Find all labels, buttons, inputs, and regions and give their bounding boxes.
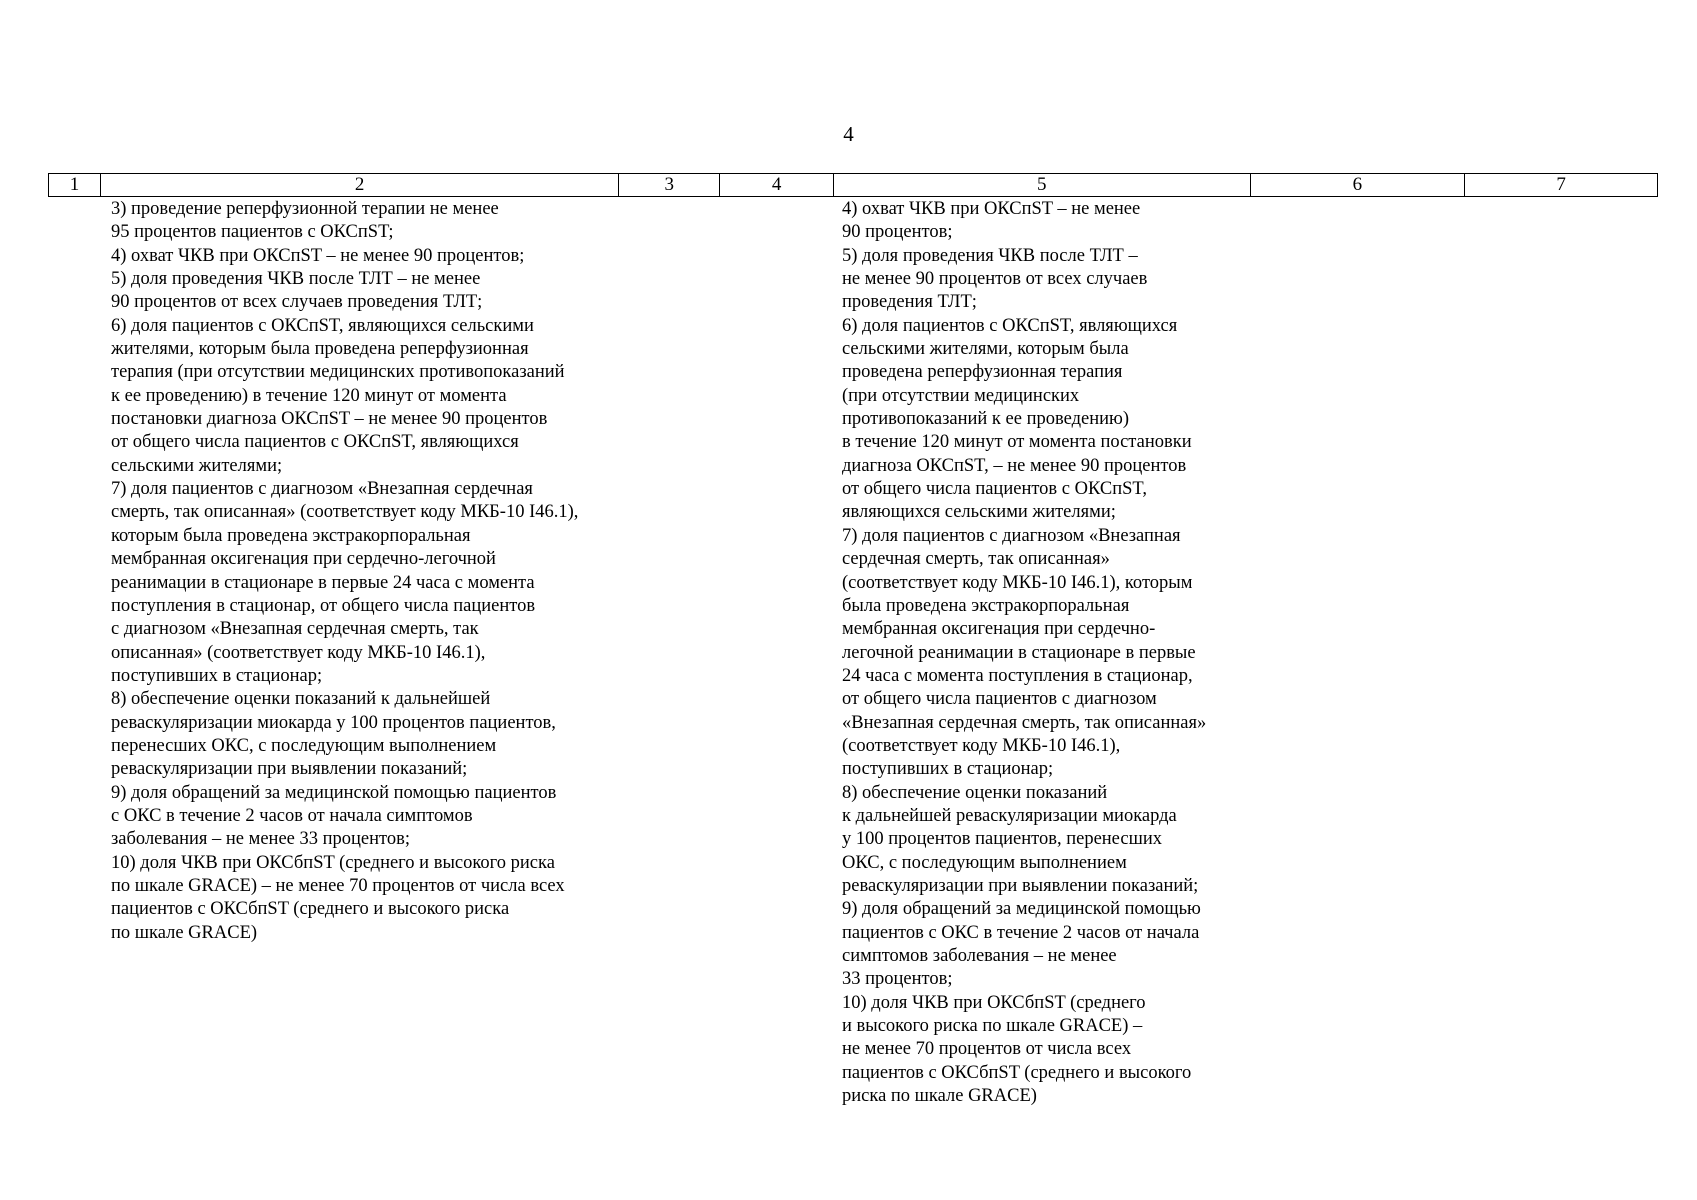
column-2-line: реанимации в стационаре в первые 24 часа с момента xyxy=(111,572,535,593)
column-5-line: пациентов с ОКСбпST (среднего и высокого xyxy=(842,1062,1192,1083)
column-2-line: реваскуляризации миокарда у 100 процентов пациентов, xyxy=(111,712,556,733)
column-5-line: легочной реанимации в стационаре в первые xyxy=(842,642,1196,663)
column-5-line: поступивших в стационар; xyxy=(842,759,1054,780)
column-2-line: по шкале GRACE) xyxy=(111,922,258,943)
column-2-line: сельскими жителями; xyxy=(111,455,283,476)
column-2-line: 10) доля ЧКВ при ОКСбпST (среднего и высокого риска xyxy=(111,852,555,873)
column-5-line: 6) доля пациентов с ОКСпST, являющихся xyxy=(842,315,1178,336)
header-cell-3: 3 xyxy=(619,174,720,196)
column-2-line: с ОКС в течение 2 часов от начала симптомов xyxy=(111,805,473,826)
column-5-line: (при отсутствии медицинских xyxy=(842,385,1080,406)
column-5-line: не менее 90 процентов от всех случаев xyxy=(842,269,1148,290)
column-5-text xyxy=(842,198,1206,1108)
column-2-line: 7) доля пациентов с диагнозом «Внезапная сердечная xyxy=(111,479,533,500)
header-cell-5: 5 xyxy=(834,174,1250,196)
column-2-line: поступления в стационар, от общего числа пациентов xyxy=(111,595,536,616)
header-cell-1: 1 xyxy=(49,174,101,196)
column-5-line: являющихся сельскими жителями; xyxy=(842,502,1116,523)
column-2-line: смерть, так описанная» (соответствует коду МКБ-10 I46.1), xyxy=(111,502,579,523)
column-5-line: не менее 70 процентов от числа всех xyxy=(842,1039,1132,1060)
column-5-line: (соответствует коду МКБ-10 I46.1), xyxy=(842,735,1121,756)
column-2-line: 6) доля пациентов с ОКСпST, являющихся сельскими xyxy=(111,315,534,336)
header-cell-4: 4 xyxy=(720,174,834,196)
column-5-line: 10) доля ЧКВ при ОКСбпST (среднего xyxy=(842,992,1146,1013)
table-header-row xyxy=(48,173,1658,197)
column-2-line: жителями, которым была проведена реперфузионная xyxy=(111,339,529,360)
column-5-line: 5) доля проведения ЧКВ после ТЛТ – xyxy=(842,245,1138,266)
column-5-line: диагноза ОКСпST, – не менее 90 процентов xyxy=(842,455,1187,476)
column-2-line: 8) обеспечение оценки показаний к дальнейшей xyxy=(111,689,491,710)
column-2-line: поступивших в стационар; xyxy=(111,665,323,686)
column-2-line: перенесших ОКС, с последующим выполнением xyxy=(111,735,497,756)
column-5-line: к дальнейшей реваскуляризации миокарда xyxy=(842,805,1177,826)
column-2-line: 5) доля проведения ЧКВ после ТЛТ – не менее xyxy=(111,269,481,290)
column-2-line: 90 процентов от всех случаев проведения ТЛТ; xyxy=(111,292,483,313)
column-5-line: симптомов заболевания – не менее xyxy=(842,946,1117,966)
column-5-line: пациентов с ОКС в течение 2 часов от начала xyxy=(842,922,1200,943)
column-2-line: по шкале GRACE) – не менее 70 процентов от числа всех xyxy=(111,875,565,896)
column-2-line: реваскуляризации при выявлении показаний; xyxy=(111,759,468,780)
column-2-text xyxy=(111,198,578,945)
column-5-line: мембранная оксигенация при сердечно- xyxy=(842,619,1156,640)
column-2-line: описанная» (соответствует коду МКБ-10 I46.1), xyxy=(111,642,486,663)
column-5-line: проведена реперфузионная терапия xyxy=(842,362,1123,383)
column-5-line: 33 процентов; xyxy=(842,969,953,990)
column-2-line: к ее проведению) в течение 120 минут от момента xyxy=(111,385,507,406)
column-5-line: риска по шкале GRACE) xyxy=(842,1086,1037,1107)
column-5-line: 24 часа с момента поступления в стационар, xyxy=(842,665,1193,686)
column-5-line: у 100 процентов пациентов, перенесших xyxy=(842,829,1162,850)
column-5-line: и высокого риска по шкале GRACE) – xyxy=(842,1016,1143,1037)
column-2-line: от общего числа пациентов с ОКСпST, являющихся xyxy=(111,432,519,453)
header-cell-7: 7 xyxy=(1556,174,1566,195)
column-2-line: постановки диагноза ОКСпST – не менее 90 процентов xyxy=(111,409,548,430)
page-number: 4 xyxy=(843,122,854,146)
column-5-line: ОКС, с последующим выполнением xyxy=(842,852,1127,873)
header-cell-2: 2 xyxy=(101,174,619,196)
column-2-line: с диагнозом «Внезапная сердечная смерть, так xyxy=(111,619,479,640)
column-5-line: 90 процентов; xyxy=(842,222,953,243)
column-2-line: 95 процентов пациентов с ОКСпST; xyxy=(111,222,394,243)
column-5-line: противопоказаний к ее проведению) xyxy=(842,409,1129,430)
column-2-line: мембранная оксигенация при сердечно-легочной xyxy=(111,549,496,570)
column-5-line: в течение 120 минут от момента постановки xyxy=(842,432,1192,453)
column-2-line: пациентов с ОКСбпST (среднего и высокого риска xyxy=(111,899,510,920)
column-5-line: «Внезапная сердечная смерть, так описанная» xyxy=(842,712,1207,733)
column-5-line: 7) доля пациентов с диагнозом «Внезапная xyxy=(842,525,1181,546)
column-5-line: была проведена экстракорпоральная xyxy=(842,595,1130,616)
header-cell-6: 6 xyxy=(1251,174,1466,196)
column-5-line: 9) доля обращений за медицинской помощью xyxy=(842,899,1201,920)
column-5-line: 4) охват ЧКВ при ОКСпST – не менее xyxy=(842,199,1141,219)
column-2-line: 3) проведение реперфузионной терапии не менее xyxy=(111,199,499,219)
column-5-line: (соответствует коду МКБ-10 I46.1), которым xyxy=(842,572,1193,593)
column-2-line: заболевания – не менее 33 процентов; xyxy=(111,829,410,850)
column-5-line: от общего числа пациентов с диагнозом xyxy=(842,689,1157,710)
column-5-line: 8) обеспечение оценки показаний xyxy=(842,782,1108,803)
column-2-line: которым была проведена экстракорпоральная xyxy=(111,525,471,546)
column-5-line: от общего числа пациентов с ОКСпST, xyxy=(842,479,1147,500)
column-2-line: 9) доля обращений за медицинской помощью пациентов xyxy=(111,782,557,803)
column-5-line: проведения ТЛТ; xyxy=(842,292,977,313)
column-2-line: терапия (при отсутствии медицинских противопоказаний xyxy=(111,362,565,383)
column-5-line: сердечная смерть, так описанная» xyxy=(842,549,1110,570)
column-5-line: сельскими жителями, которым была xyxy=(842,339,1129,360)
column-2-line: 4) охват ЧКВ при ОКСпST – не менее 90 процентов; xyxy=(111,245,525,266)
column-5-line: реваскуляризации при выявлении показаний; xyxy=(842,875,1199,896)
